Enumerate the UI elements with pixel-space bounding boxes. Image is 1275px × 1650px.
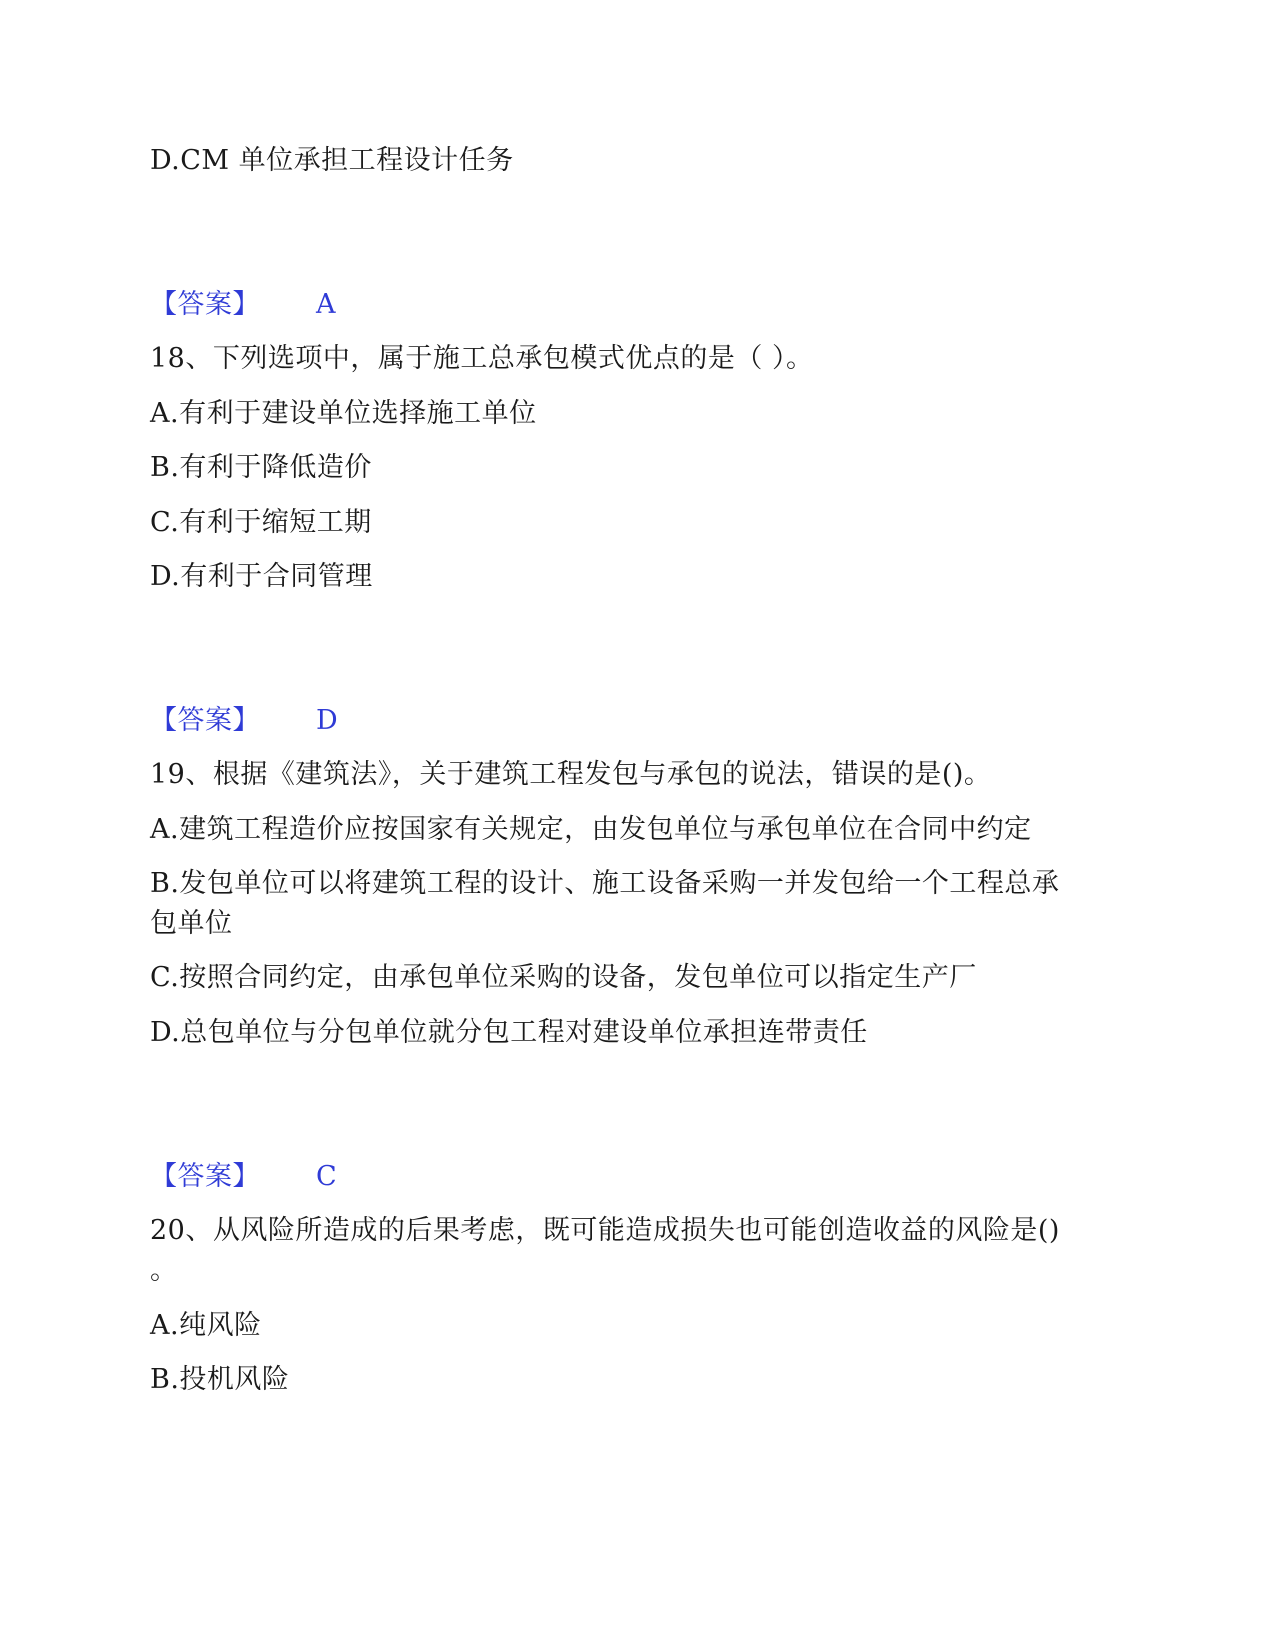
question-20-option-b: B.投机风险: [150, 1364, 290, 1395]
question-18-option-c: C.有利于缩短工期: [150, 507, 372, 538]
answer-label: 【答案】: [150, 289, 260, 320]
question-19-option-a: A.建筑工程造价应按国家有关规定，由发包单位与承包单位在合同中约定: [150, 814, 1032, 845]
prev-option-d: D.CM 单位承担工程设计任务: [150, 145, 514, 176]
question-18-option-d: D.有利于合同管理: [150, 561, 373, 592]
question-20-stem-cont: 。: [150, 1255, 178, 1286]
answer-17: [150, 287, 336, 323]
answer-18: [150, 703, 338, 739]
question-19-option-c: C.按照合同约定，由承包单位采购的设备，发包单位可以指定生产厂: [150, 962, 977, 993]
answer-19: [150, 1159, 337, 1195]
answer-value: C: [316, 1161, 338, 1192]
question-18-option-b: B.有利于降低造价: [150, 452, 372, 483]
answer-value: A: [316, 289, 336, 320]
question-19-option-d: D.总包单位与分包单位就分包工程对建设单位承担连带责任: [150, 1017, 868, 1048]
question-18-stem: 18、下列选项中，属于施工总承包模式优点的是（ ）。: [150, 343, 814, 374]
question-18-option-a: A.有利于建设单位选择施工单位: [150, 398, 537, 429]
answer-value: D: [316, 705, 339, 736]
question-19-option-b-cont: 包单位: [150, 908, 233, 939]
answer-label: 【答案】: [150, 1161, 260, 1192]
question-19-stem: 19、根据《建筑法》，关于建筑工程发包与承包的说法，错误的是()。: [150, 759, 992, 790]
question-19-option-b: B.发包单位可以将建筑工程的设计、施工设备采购一并发包给一个工程总承: [150, 868, 1060, 899]
question-20-option-a: A.纯风险: [150, 1310, 262, 1341]
question-20-stem: 20、从风险所造成的后果考虑，既可能造成损失也可能创造收益的风险是(): [150, 1215, 1060, 1246]
answer-label: 【答案】: [150, 705, 260, 736]
